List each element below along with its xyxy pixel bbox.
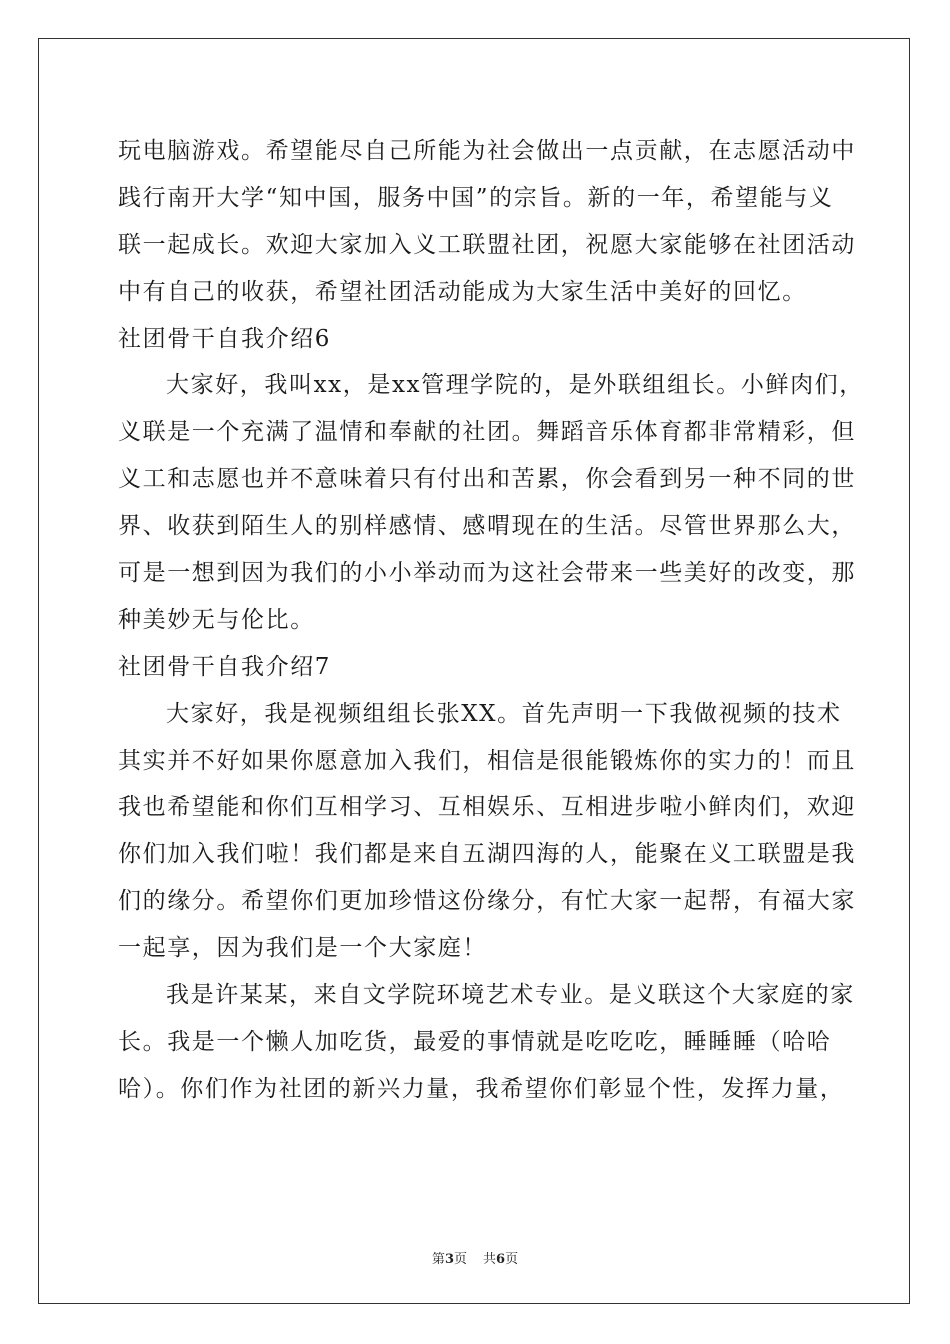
text-line: 长。我是一个懒人加吃货，最爱的事情就是吃吃吃，睡睡睡（哈哈: [118, 1028, 832, 1055]
total-pages: 6: [496, 1252, 506, 1267]
page-footer: [0, 1248, 950, 1267]
text-line: 义联是一个充满了温情和奉献的社团。舞蹈音乐体育都非常精彩，但: [118, 419, 856, 446]
text-line: 义工和志愿也并不意味着只有付出和苦累，你会看到另一种不同的世: [118, 466, 856, 493]
text-line: 你们加入我们啦！我们都是来自五湖四海的人，能聚在义工联盟是我: [118, 841, 856, 868]
page-prefix: 第: [431, 1252, 445, 1267]
text-line: 其实并不好如果你愿意加入我们，相信是很能锻炼你的实力的！而且: [118, 747, 856, 774]
text-line: 玩电脑游戏。希望能尽自己所能为社会做出一点贡献，在志愿活动中: [118, 138, 856, 164]
page-number: 3: [444, 1252, 454, 1267]
text-line: 们的缘分。希望你们更加珍惜这份缘分，有忙大家一起帮，有福大家: [118, 888, 856, 915]
section-heading-7: 社团骨干自我介绍7: [118, 653, 332, 680]
text-line: 联一起成长。欢迎大家加入义工联盟社团，祝愿大家能够在社团活动: [118, 231, 856, 258]
text-line: 哈）。你们作为社团的新兴力量，我希望你们彰显个性，发挥力量，: [118, 1075, 845, 1102]
text-line: 中有自己的收获，希望社团活动能成为大家生活中美好的回忆。: [118, 278, 807, 305]
text-line: 界、收获到陌生人的别样感情、感喟现在的生活。尽管世界那么大，: [118, 513, 856, 540]
total-suffix: 页: [505, 1252, 519, 1267]
text-line: 种美妙无与伦比。: [118, 606, 315, 633]
text-line: 我也希望能和你们互相学习、互相娱乐、互相进步啦小鲜肉们，欢迎: [118, 794, 856, 821]
text-line: 大家好，我是视频组组长张XX。首先声明一下我做视频的技术: [166, 700, 842, 727]
text-line: 践行南开大学“知中国，服务中国”的宗旨。新的一年，希望能与义: [118, 184, 834, 211]
page-suffix: 页: [453, 1252, 467, 1267]
section-heading-6: 社团骨干自我介绍6: [118, 325, 332, 352]
document-body: [118, 128, 864, 1113]
total-prefix: 共: [483, 1252, 497, 1267]
text-line: 我是许某某，来自文学院环境艺术专业。是义联这个大家庭的家: [166, 982, 855, 1009]
text-line: 可是一想到因为我们的小小举动而为这社会带来一些美好的改变，那: [118, 560, 856, 587]
text-line: 大家好，我叫xx，是xx管理学院的，是外联组组长。小鲜肉们，: [166, 372, 864, 399]
text-line: 一起享，因为我们是一个大家庭！: [118, 935, 487, 962]
